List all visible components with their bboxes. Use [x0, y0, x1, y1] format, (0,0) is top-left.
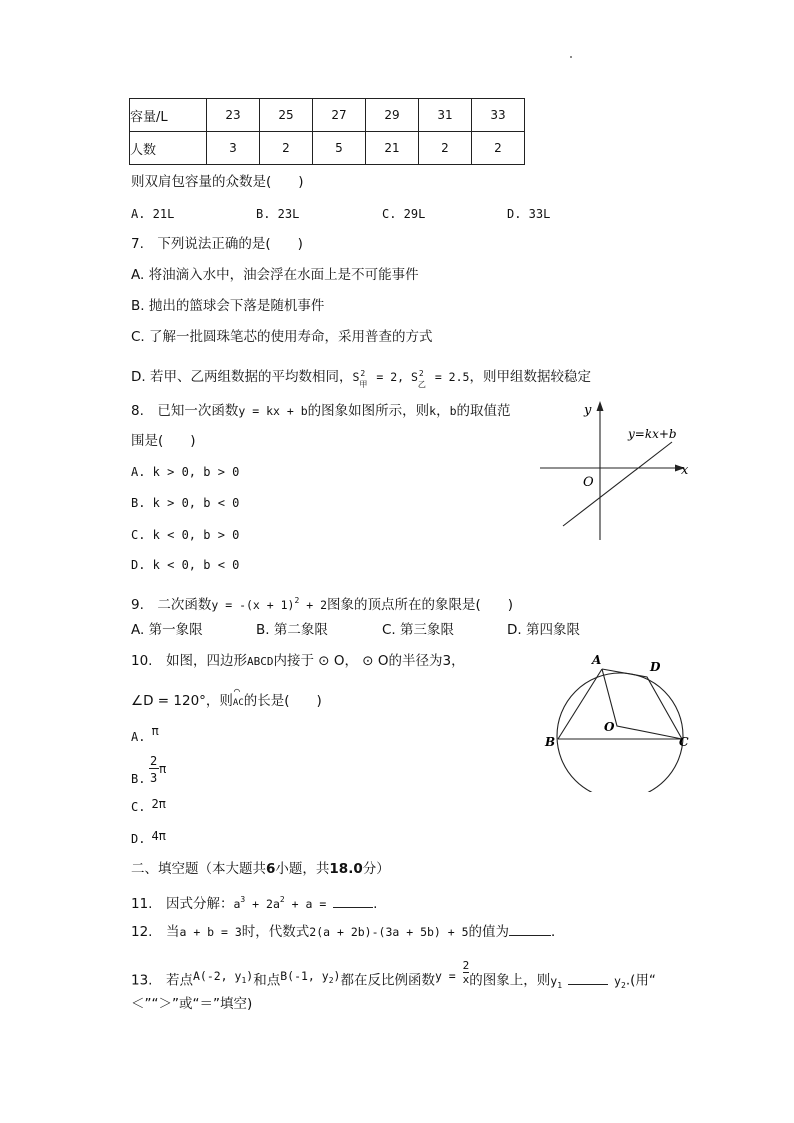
q6-option-a: A. 21L	[131, 207, 175, 221]
q7-option-d	[131, 368, 591, 389]
table-row	[130, 99, 525, 132]
point-text: )	[246, 968, 254, 983]
option-label: A.	[131, 730, 146, 744]
var-y: y	[614, 973, 621, 988]
origin-label: O	[583, 475, 594, 490]
q13-point-b	[280, 969, 340, 983]
q11	[131, 891, 377, 913]
y-axis-arrow	[597, 401, 604, 411]
arc-icon: ⌒	[233, 686, 240, 697]
q7-option-b: B. 抛出的篮球会下落是随机事件	[131, 298, 325, 314]
vertex-a-label: A	[592, 653, 602, 667]
q10-stem-line2	[131, 686, 322, 712]
center-o-label: O	[604, 720, 615, 734]
q13-function-y: y =	[434, 968, 463, 983]
fraction-bar	[149, 768, 159, 769]
expr-part: + a =	[284, 897, 334, 911]
capacity-table	[129, 98, 525, 165]
table-cell: 5	[313, 132, 366, 165]
q10-option-d	[131, 831, 166, 847]
stray-dot	[570, 56, 572, 58]
superscript: 2	[360, 368, 366, 378]
q9-stem-text: 9. 二次函数	[131, 597, 212, 613]
q11-tail: .	[373, 896, 378, 912]
question-count: 6	[266, 861, 276, 877]
q10-stem	[131, 652, 465, 671]
table-cell: 27	[313, 99, 366, 132]
q8-stem-text: ，	[436, 403, 450, 419]
option-value: π	[151, 724, 159, 738]
subscript: 乙	[417, 379, 426, 389]
heading-text: 分）	[362, 861, 390, 877]
q13-line2: ＜”“＞”或“＝”填空)	[131, 996, 253, 1012]
q13-y1	[550, 974, 562, 988]
q13-text: 的图象上，则	[469, 972, 551, 989]
subscript: 2	[620, 980, 626, 990]
q8-var-k: k	[429, 404, 437, 418]
q8-option-a: A. k > 0, b > 0	[131, 465, 240, 479]
q12-answer-blank[interactable]	[509, 935, 551, 936]
option-value: 4π	[151, 829, 166, 843]
table-cell: 33	[472, 99, 525, 132]
x-axis-label: x	[681, 463, 689, 478]
q8-stem-text: 的取值范	[456, 403, 511, 419]
q13-text: 都在反比例函数	[340, 972, 435, 989]
q7-option-a: A. 将油滴入水中，油会浮在水面上是不可能事件	[131, 267, 419, 283]
q13-text: .(用“	[625, 972, 656, 989]
vertex-d-label: D	[650, 660, 661, 674]
table-header-cell: 容量/L	[130, 99, 207, 132]
fraction-numerator: 2	[462, 959, 470, 972]
variance-symbol: S	[352, 370, 360, 384]
q10-arc-ac	[232, 686, 244, 712]
option-label: D.	[131, 832, 146, 846]
subscript: 2	[328, 975, 334, 985]
table-cell: 29	[366, 99, 419, 132]
q9-function-part: y = -(x + 1)	[211, 598, 295, 612]
q13-y2	[614, 974, 626, 988]
q6-option-c: C. 29L	[382, 207, 426, 221]
table-cell: 25	[260, 99, 313, 132]
table-cell: 2	[419, 132, 472, 165]
table-cell: 2	[472, 132, 525, 165]
q12-expression: 2(a + 2b)-(3a + 5b) + 5	[309, 925, 469, 939]
q12	[131, 923, 565, 941]
table-header-cell: 人数	[130, 132, 207, 165]
q8-option-c: C. k < 0, b > 0	[131, 528, 240, 542]
q10-stem-text: ∠D = 120°，则	[131, 693, 233, 709]
variance-symbol: S	[410, 370, 418, 384]
expr-part: a	[233, 897, 241, 911]
fraction-denominator: 3	[150, 771, 158, 785]
q8-stem-text: 的图象如图所示，则	[307, 403, 430, 419]
y-axis-label: y	[584, 403, 592, 418]
q12-text: 时，代数式	[241, 924, 310, 940]
q9-stem	[131, 592, 513, 614]
option-label: B.	[131, 772, 146, 786]
q12-condition: a + b = 3	[179, 925, 242, 939]
q9-function	[211, 598, 327, 612]
q9-option-c: C. 第三象限	[382, 622, 455, 638]
q8-option-d: D. k < 0, b < 0	[131, 558, 240, 572]
q7-option-c: C. 了解一批圆珠笔芯的使用寿命，采用普查的方式	[131, 329, 433, 345]
subscript: 1	[241, 975, 247, 985]
superscript: 2	[294, 596, 300, 605]
q10-quadrilateral: ABCD	[246, 655, 274, 668]
q12-label: 12. 当	[131, 924, 180, 940]
q13-text: 和点	[253, 972, 281, 989]
equation-part: = 2,	[369, 370, 411, 384]
q8-function: y = kx + b	[238, 404, 308, 418]
q10-option-c	[131, 799, 166, 815]
table-cell: 23	[207, 99, 260, 132]
option-label: C.	[131, 800, 146, 814]
subscript: 甲	[359, 379, 368, 389]
q6-option-d: D. 33L	[507, 207, 551, 221]
q12-text: 的值为	[468, 924, 510, 940]
pi-symbol: π	[159, 762, 167, 776]
q7-d-text: D. 若甲、乙两组数据的平均数相同，	[131, 369, 353, 385]
table-row	[130, 132, 525, 165]
equation-part: = 2.5	[427, 370, 470, 384]
q13-answer-blank[interactable]	[568, 984, 608, 985]
q7-stem: 7. 下列说法正确的是( )	[131, 236, 303, 252]
superscript: 3	[240, 895, 246, 904]
section-2-heading	[131, 860, 390, 878]
q6-option-b: B. 23L	[256, 207, 300, 221]
var-y: y	[550, 973, 558, 988]
q8-var-b: b	[449, 404, 457, 418]
vertex-c-label: C	[679, 735, 689, 749]
inscribed-quadrilateral-figure	[540, 652, 700, 792]
expr-part: + 2a	[245, 897, 280, 911]
q10-stem-text: 10. 如图，四边形	[131, 653, 247, 669]
q10-stem-text: 内接于 ⊙ O， ⊙ O的半径为3，	[273, 653, 465, 669]
q9-function-part: + 2	[299, 598, 328, 612]
q11-label: 11. 因式分解：	[131, 896, 234, 912]
q11-answer-blank[interactable]	[333, 907, 373, 908]
q8-stem	[131, 402, 511, 420]
point-text: A(-2, y	[192, 968, 242, 983]
arc-label: AC	[232, 698, 244, 708]
q8-stem-line2: 围是( )	[131, 433, 196, 449]
q13-point-a	[193, 969, 253, 983]
subscript: 1	[557, 980, 563, 990]
q9-stem-text: 图象的顶点所在的象限是( )	[327, 597, 514, 613]
superscript: 2	[279, 895, 285, 904]
heading-text: 小题，共	[275, 861, 330, 877]
fraction-numerator: 2	[150, 754, 158, 768]
total-score: 18.0	[329, 861, 363, 877]
q9-option-a: A. 第一象限	[131, 622, 203, 638]
q12-tail: ．	[551, 924, 565, 940]
fraction-denominator: x	[462, 973, 470, 986]
q11-expression	[233, 897, 333, 911]
q13	[131, 959, 656, 995]
q9-option-b: B. 第二象限	[256, 622, 328, 638]
q8-option-b: B. k > 0, b < 0	[131, 496, 240, 510]
q9-option-d: D. 第四象限	[507, 622, 580, 638]
table-cell: 3	[207, 132, 260, 165]
point-text: )	[333, 968, 341, 983]
q6-stem: 则双肩包容量的众数是( )	[131, 174, 304, 190]
q10-option-a	[131, 724, 159, 745]
table-cell: 2	[260, 132, 313, 165]
table-cell: 31	[419, 99, 472, 132]
linear-function-graph	[535, 398, 695, 543]
heading-text: 二、填空题（本大题共	[131, 861, 266, 877]
line-label: y=kx+b	[628, 427, 677, 441]
q13-fraction	[463, 959, 470, 986]
option-value: 2π	[151, 797, 166, 811]
q10-stem-text: 的长是( )	[243, 693, 322, 709]
circle-o	[557, 673, 683, 792]
table-cell: 21	[366, 132, 419, 165]
point-text: B(-1, y	[280, 968, 329, 983]
q7-d-variance-1	[352, 368, 470, 389]
segment-ab	[558, 669, 602, 739]
function-line	[563, 442, 672, 526]
vertex-b-label: B	[545, 735, 556, 749]
superscript: 2	[418, 368, 424, 378]
q8-stem-text: 8. 已知一次函数	[131, 403, 239, 419]
q13-label: 13. 若点	[131, 972, 193, 989]
q7-d-tail: ，则甲组数据较稳定	[469, 369, 591, 385]
